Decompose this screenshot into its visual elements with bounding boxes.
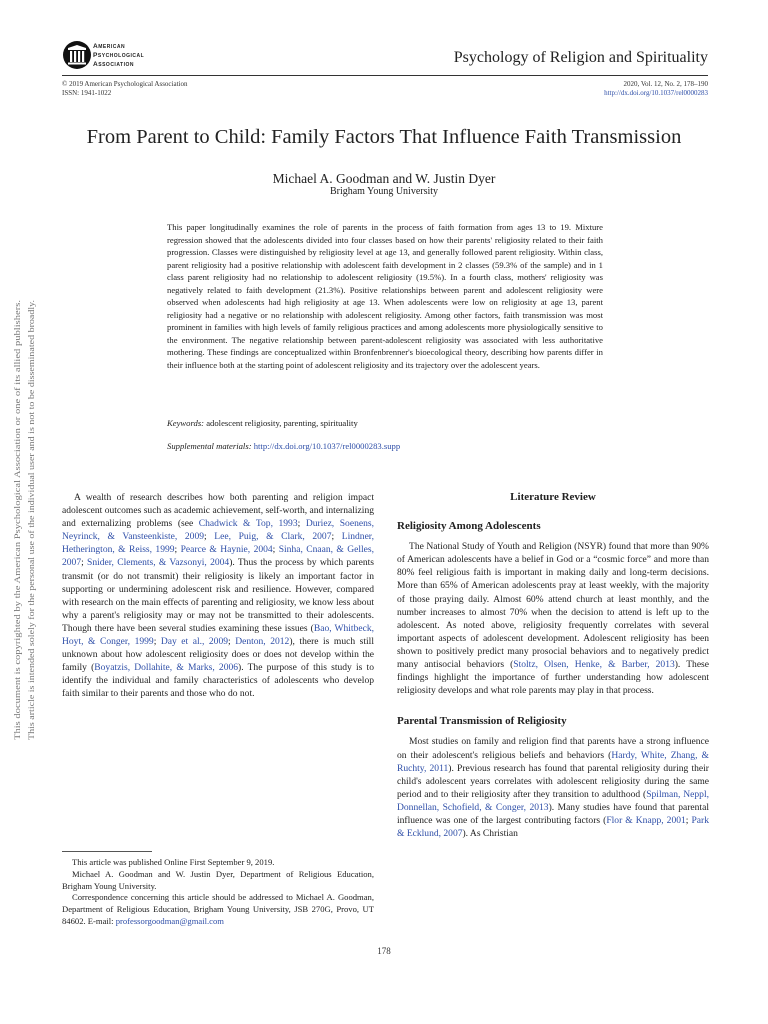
section-heading: Literature Review <box>510 491 596 503</box>
supplemental-label: Supplemental materials: <box>167 441 252 451</box>
citation-link[interactable]: Flor & Knapp, 2001 <box>606 814 686 826</box>
intro-paragraph: A wealth of research describes how both parenting and religion impact adolescent outcomes such as academic achievement, self-worth, and internalizing and externalizing problems (see Chadwick & Top, 1993; Duriez, Soenens, Neyrinck, & Vansteenkiste, 2009; Lee, Puig, & Clark, 2007; Lindner, Hetherington, & Reiss, 1999; Pearce & Haynie, 2004; Sinha, Cnaan, & Gelles, 2007; Snider, Clements, & Vazsonyi, 2004). Thus the process by which parents transmit (or do not transmit) their religiosity is likely an important factor in supporting or undermining adolescent risk and resilience. However, compared with research on the main effects of parenting and religiosity, we know less about why a parent's religiosity may or may not be transmitted to their adolescents. Though there have been several studies examining these issues (Bao, Whitbeck, Hoyt, & Conger, 1999; Day et al., 2009; Denton, 2012), there is much still unknown about how adolescent religiosity does or does not develop within the family (Boyatzis, Dollahite, & Marks, 2006). The purpose of this study is to identify the individual and family characteristics of adolescents who develop faith similar to their parents and those who do not. <box>62 492 374 700</box>
body-paragraph: The National Study of Youth and Religion (NSYR) found that more than 90% of American adolescents have a belief in God or a “cosmic force” and more than 80% feel religious faith is important in making daily and long-term decisions. More than 65% of American adolescents pray at least weekly, with the majority of those praying daily. Almost 60% attend church at least monthly, and the number increases to almost 70% when the decision to attend is left up to the adolescent. As noted above, religiosity frequently correlates with several important aspects of adolescent development. Adolescent religiosity has been shown to positively predict many prosocial behaviors and to negatively predict many antisocial behaviors (Stoltz, Olsen, Henke, & Barber, 2013). These findings highlight the importance of further understanding how adolescent religiosity develops and what role parents may play in that process. <box>397 541 710 697</box>
citation-link[interactable]: Stoltz, Olsen, Henke, & Barber, 2013 <box>513 659 675 671</box>
citation-link[interactable]: Chadwick & Top, 1993 <box>198 518 298 530</box>
citation-link[interactable]: Day et al., 2009 <box>160 636 229 648</box>
citation-link[interactable]: Duriez, Soenens, Neyrinck, & Vansteenkiste, 2009 <box>62 518 374 543</box>
issn-text: ISSN: 1941-1022 <box>62 89 112 97</box>
email-link[interactable]: professorgoodman@gmail.com <box>115 915 224 926</box>
copyright-side-notice <box>8 300 40 740</box>
citation-link[interactable]: Lee, Puig, & Clark, 2007 <box>214 531 332 543</box>
article-title: From Parent to Child: Family Factors That Influence Faith Transmission <box>86 126 682 148</box>
footnote-affiliation: Michael A. Goodman and W. Justin Dyer, Department of Religious Education, Brigham Young University. <box>62 868 374 891</box>
supplemental-link[interactable]: http://dx.doi.org/10.1037/rel0000283.supp <box>253 441 401 451</box>
article-affiliation: Brigham Young University <box>329 186 439 197</box>
footnote-rule <box>62 851 152 852</box>
copyright-block <box>62 80 187 98</box>
citation-link[interactable]: Snider, Clements, & Vazsonyi, 2004 <box>87 557 230 569</box>
keywords-line <box>167 418 603 428</box>
citation-link[interactable]: Boyatzis, Dollahite, & Marks, 2006 <box>94 662 239 674</box>
copyright-text: © 2019 American Psychological Association <box>62 80 188 88</box>
citation-link[interactable]: Park & Ecklund, 2007 <box>397 814 709 840</box>
volume-info: 2020, Vol. 12, No. 2, 178–190 <box>623 80 708 88</box>
side-notice-line-1: This document is copyrighted by the American Psychological Association or one of its allied publishers. <box>13 406 22 740</box>
footnote-correspondence: Correspondence concerning this article should be addressed to Michael A. Goodman, Department of Religious Education, Brigham Young University, JSB 270G, Provo, UT 84602. E-mail: professorgoodman@gmail.com <box>62 892 374 926</box>
subsection-heading: Religiosity Among Adolescents <box>397 520 541 533</box>
journal-title: Psychology of Religion and Spirituality <box>453 49 708 66</box>
side-notice-line-2: This article is intended solely for the personal use of the individual user and is not to be disseminated broadly. <box>27 388 36 740</box>
keywords-label: Keywords: <box>167 418 205 428</box>
article-authors: Michael A. Goodman and W. Justin Dyer <box>272 171 496 186</box>
citation-link[interactable]: Spilman, Neppl, Donnellan, Schofield, & Conger, 2013 <box>397 788 709 813</box>
citation-link[interactable]: Hardy, White, Zhang, & Ruchty, 2011 <box>397 749 709 774</box>
citation-link[interactable]: Bao, Whitbeck, Hoyt, & Conger, 1999 <box>62 622 374 648</box>
keywords-value: adolescent religiosity, parenting, spirituality <box>206 418 358 428</box>
intro-column <box>62 491 374 701</box>
citation-link[interactable]: Lindner, Hetherington, & Reiss, 1999 <box>62 531 374 556</box>
literature-column <box>397 491 709 840</box>
doi-link[interactable]: http://dx.doi.org/10.1037/rel0000283 <box>604 89 708 97</box>
abstract-text: This paper longitudinally examines the role of parents in the process of faith formation from ages 13 to 19. Mixture regression showed that the adolescents divided into four classes based on how their parents' religiosity related to their faith progression. Classes were distinguished by religiosity level at age 13, and generally followed parent religiosity. Within class, parent religiosity had a positive relationship with adolescent faith development in 2 classes (59.3% of the sample) and in 1 class parent religiosity had no relationship to adolescent religiosity (19.5%). In a fourth class, mothers' religiosity was negatively related to faith development (21.3%). Positive relationships between parent and adolescent religiosity were observed when adolescents had high religiosity at age 13. When adolescents were low on religiosity at age 13, parent religiosity had a negative or no relationship with adolescent religiosity. Among other factors, faith transmission was most prominent in families with high levels of family religious practices and among adolescents more physiologically sensitive to the environment. The negative relationship between parent-adolescent religiosity was associated with less authoritative mothering. These findings are conceptualized within Bronfenbrenner's bioecological theory, describing how parents differ in their influence both at the starting point of adolescent religiosity and its trajectory over the adolescent years. <box>167 222 603 371</box>
page-number: 178 <box>377 946 391 956</box>
supplemental-line <box>167 441 603 451</box>
citation-block <box>604 80 708 98</box>
footnote-published: This article was published Online First September 9, 2019. <box>72 857 275 867</box>
apa-wordmark: American Psychological Association <box>93 43 145 68</box>
header-rule <box>62 75 708 76</box>
subsection-heading: Parental Transmission of Religiosity <box>397 715 567 728</box>
footnote-block <box>62 857 374 928</box>
citation-link[interactable]: Pearce & Haynie, 2004 <box>180 544 273 556</box>
body-paragraph: Most studies on family and religion find that parents have a strong influence on their adolescent's religious beliefs and behaviors (Hardy, White, Zhang, & Ruchty, 2011). Previous research has found that parental religiosity during their child's adolescent years correlates with adolescent religiosity during the same period and to their religiosity after they transition to adulthood (Spilman, Neppl, Donnellan, Schofield, & Conger, 2013). Many studies have found that parental influence was one of the largest contributing factors (Flor & Knapp, 2001; Park & Ecklund, 2007). As Christian <box>397 736 709 840</box>
citation-link[interactable]: Sinha, Cnaan, & Gelles, 2007 <box>62 544 374 569</box>
citation-link[interactable]: Denton, 2012 <box>235 636 290 648</box>
